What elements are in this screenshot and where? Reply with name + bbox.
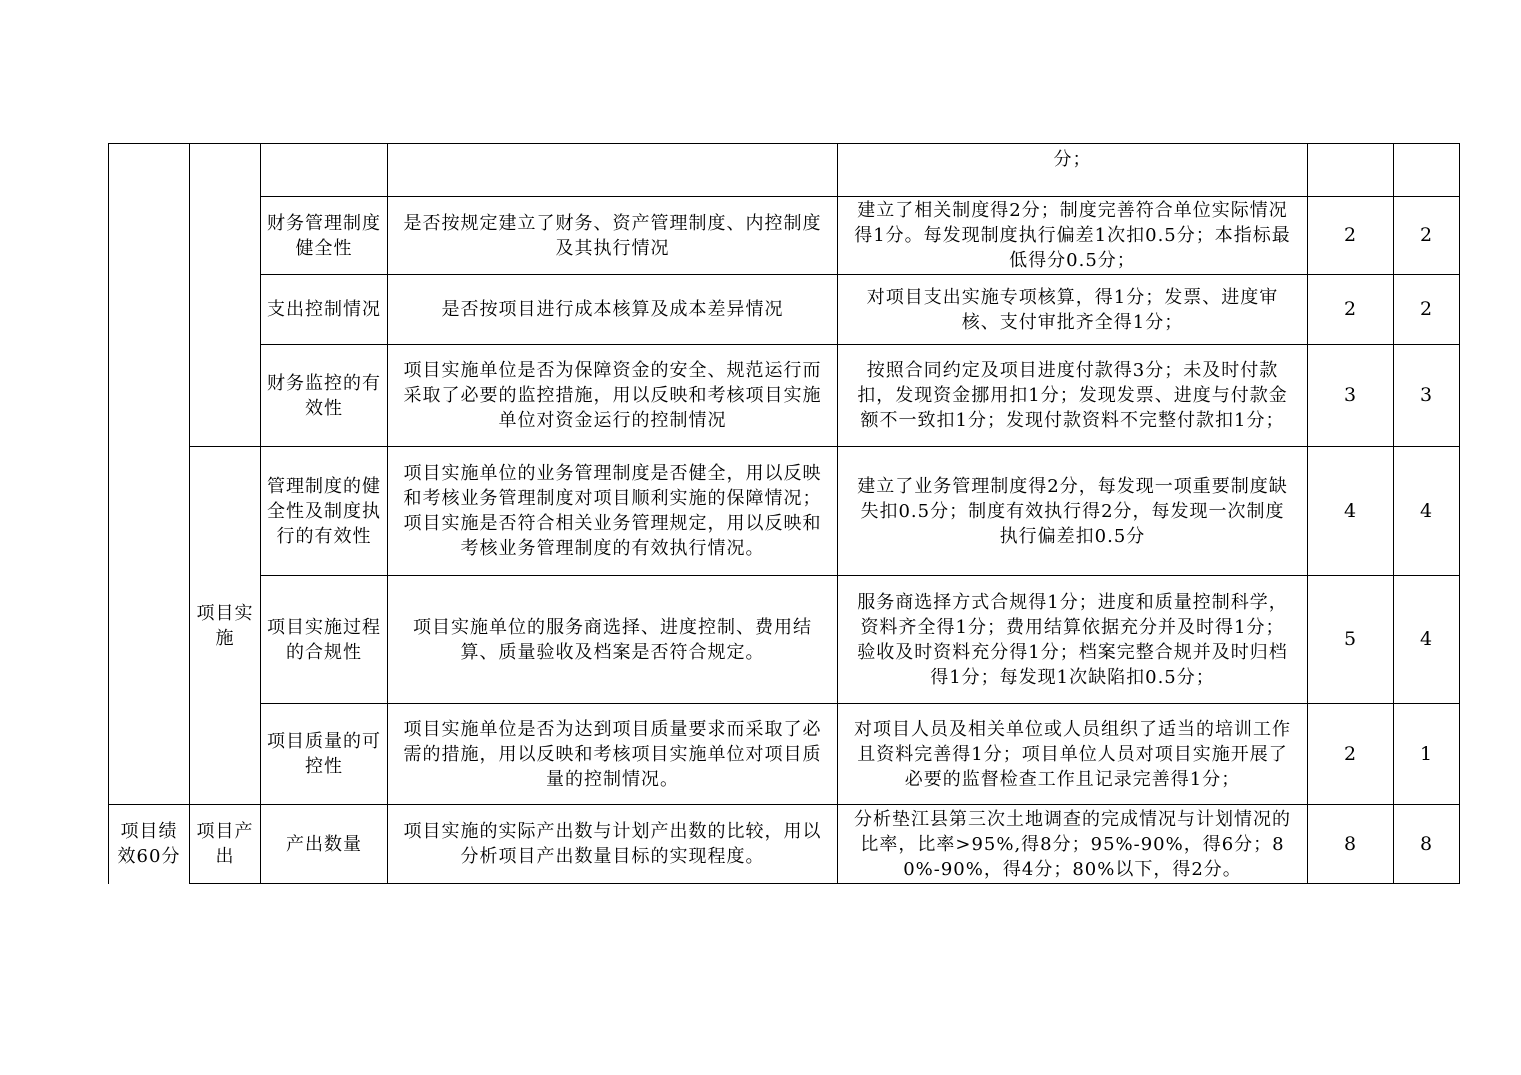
scoring-criteria-cell: 分析垫江县第三次土地调查的完成情况与计划情况的比率，比率>95%,得8分；95%-90%，得6分；80%-90%，得4分；80%以下，得2分。 — [838, 805, 1308, 884]
table-row — [109, 345, 1460, 447]
actual-score-cell — [1394, 144, 1460, 197]
actual-score-cell: 1 — [1394, 704, 1460, 805]
full-score-cell: 2 — [1308, 704, 1394, 805]
scoring-criteria-cell: 服务商选择方式合规得1分；进度和质量控制科学，资料齐全得1分；费用结算依据充分并及时得1分；验收及时资料充分得1分；档案完整合规并及时归档得1分；每发现1次缺陷扣0.5分； — [838, 576, 1308, 704]
level3-indicator-cell — [261, 144, 388, 197]
scoring-criteria-cell: 建立了相关制度得2分；制度完善符合单位实际情况得1分。每发现制度执行偏差1次扣0.5分；本指标最低得分0.5分； — [838, 197, 1308, 275]
indicator-explanation-cell: 是否按规定建立了财务、资产管理制度、内控制度及其执行情况 — [388, 197, 838, 275]
full-score-cell: 5 — [1308, 576, 1394, 704]
level3-indicator-cell: 管理制度的健全性及制度执行的有效性 — [261, 447, 388, 576]
actual-score-cell: 4 — [1394, 576, 1460, 704]
full-score-cell: 8 — [1308, 805, 1394, 884]
level3-indicator-cell: 项目实施过程的合规性 — [261, 576, 388, 704]
scoring-criteria-cell: 建立了业务管理制度得2分，每发现一项重要制度缺失扣0.5分；制度有效执行得2分，每发现一次制度执行偏差扣0.5分 — [838, 447, 1308, 576]
evaluation-table — [108, 143, 1460, 884]
full-score-cell — [1308, 144, 1394, 197]
indicator-explanation-cell: 项目实施单位是否为保障资金的安全、规范运行而采取了必要的监控措施，用以反映和考核项目实施单位对资金运行的控制情况 — [388, 345, 838, 447]
table-row — [109, 197, 1460, 275]
table-row — [109, 576, 1460, 704]
scoring-criteria-cell: 对项目支出实施专项核算，得1分；发票、进度审核、支付审批齐全得1分； — [838, 275, 1308, 345]
table-row — [109, 447, 1460, 576]
indicator-explanation-cell — [388, 144, 838, 197]
level3-indicator-cell: 财务管理制度健全性 — [261, 197, 388, 275]
scoring-criteria-cell: 按照合同约定及项目进度付款得3分；未及时付款扣，发现资金挪用扣1分；发现发票、进度与付款金额不一致扣1分；发现付款资料不完整付款扣1分； — [838, 345, 1308, 447]
full-score-cell: 4 — [1308, 447, 1394, 576]
table-row — [109, 704, 1460, 805]
actual-score-cell: 2 — [1394, 275, 1460, 345]
level2-indicator-cell: 项目产出 — [190, 805, 261, 884]
table-row — [109, 144, 1460, 197]
indicator-explanation-cell: 项目实施单位的业务管理制度是否健全，用以反映和考核业务管理制度对项目顺利实施的保障情况；项目实施是否符合相关业务管理规定，用以反映和考核业务管理制度的有效执行情况。 — [388, 447, 838, 576]
full-score-cell: 2 — [1308, 197, 1394, 275]
scoring-criteria-cell: 分； — [838, 144, 1308, 197]
table-row — [109, 275, 1460, 345]
level2-indicator-cell: 项目实施 — [190, 447, 261, 805]
level1-indicator-cell-continued — [109, 144, 190, 805]
indicator-explanation-cell: 项目实施单位是否为达到项目质量要求而采取了必需的措施，用以反映和考核项目实施单位对项目质量的控制情况。 — [388, 704, 838, 805]
indicator-explanation-cell: 项目实施单位的服务商选择、进度控制、费用结算、质量验收及档案是否符合规定。 — [388, 576, 838, 704]
level3-indicator-cell: 项目质量的可控性 — [261, 704, 388, 805]
level3-indicator-cell: 财务监控的有效性 — [261, 345, 388, 447]
scoring-criteria-cell: 对项目人员及相关单位或人员组织了适当的培训工作且资料完善得1分；项目单位人员对项目实施开展了必要的监督检查工作且记录完善得1分； — [838, 704, 1308, 805]
level1-indicator-cell: 项目绩效60分 — [109, 805, 190, 884]
full-score-cell: 3 — [1308, 345, 1394, 447]
indicator-explanation-cell: 项目实施的实际产出数与计划产出数的比较，用以分析项目产出数量目标的实现程度。 — [388, 805, 838, 884]
level3-indicator-cell: 支出控制情况 — [261, 275, 388, 345]
actual-score-cell: 3 — [1394, 345, 1460, 447]
actual-score-cell: 8 — [1394, 805, 1460, 884]
actual-score-cell: 4 — [1394, 447, 1460, 576]
indicator-explanation-cell: 是否按项目进行成本核算及成本差异情况 — [388, 275, 838, 345]
full-score-cell: 2 — [1308, 275, 1394, 345]
actual-score-cell: 2 — [1394, 197, 1460, 275]
table-row — [109, 805, 1460, 884]
level3-indicator-cell: 产出数量 — [261, 805, 388, 884]
level2-indicator-cell-continued — [190, 144, 261, 447]
